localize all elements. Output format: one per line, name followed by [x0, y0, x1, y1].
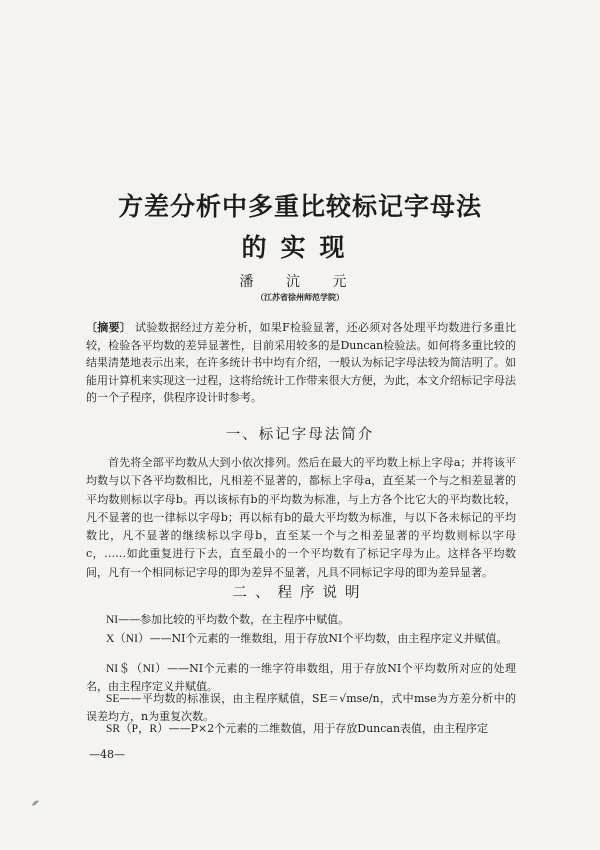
variable-definition: [86, 611, 516, 629]
variable-description: ——NI个元素的一维字符串数组，用于存放NI个平均数所对应的处理名，由主程序定义并赋值。: [86, 662, 516, 693]
scan-mark-icon: [30, 798, 42, 808]
variable-name: X（NI）: [106, 633, 150, 645]
author-affiliation: （江苏省徐州师范学院）: [256, 292, 344, 302]
variable-name: SR（P，R）: [106, 723, 169, 735]
variable-description: ——参加比较的平均数个数，在主程序中赋值。: [118, 613, 350, 626]
variable-description: ——P×2个元素的二维数值，用于存放Duncan表值，由主程序定: [168, 722, 489, 735]
variable-description: ——平均数的标准误，由主程序赋值，SE＝√mse/n，式中mse为方差分析中的误差均方，n为重复次数。: [86, 692, 516, 723]
variable-name: SE: [106, 693, 120, 705]
abstract-text: 试验数据经过方差分析，如果F检验显著，还必须对各处理平均数进行多重比较，检验各平均数的差异显著性，目前采用较多的是Duncan检验法。如何将多重比较的结果清楚地表示出来，在许多统计书中均有介绍，一般认为标记字母法较为简洁明了。如能用计算机来实现这一过程，这将给统计工作带来很大方便，为此，本文介绍标记字母法的一个子程序，供程序设计时参考。: [86, 321, 516, 404]
variable-name: NI: [106, 614, 119, 626]
paper-title-line-2: 的实现: [241, 233, 359, 262]
author-name: 潘 沆 元: [239, 274, 361, 290]
variable-definition: [86, 630, 516, 648]
paper-title-line-1: 方差分析中多重比较标记字母法: [117, 192, 482, 221]
page-number: —48—: [89, 748, 125, 761]
variable-name: NI＄（NI）: [106, 663, 168, 675]
section-1-heading: 一、标记字母法简介: [225, 427, 375, 443]
abstract: [86, 319, 516, 407]
variable-definition: [86, 720, 516, 738]
section-1-paragraph: 首先将全部平均数从大到小依次排列。然后在最大的平均数上标上字母a；并将该平均数与以下各平均数相比，凡相差不显著的，都标上字母a，直至某一个与之相差显著的平均数则标以字母b。再以该标有b的平均数为标准，与上方各个比它大的平均数比较，凡不显著的也一律标以字母b；再以标有b的最大平均数为标准，与以下各未标记的平均数比，凡不显著的继续标以字母b，直至某一个与之相差显著的平均数则标以字母c，……如此重复进行下去，直至最小的一个平均数有了标记字母为止。这样各平均数间，凡有一个相同标记字母的即为差异不显著，凡具不同标记字母的即为差异显著。: [86, 456, 516, 579]
variable-description: ——NI个元素的一维数组，用于存放NI个平均数，由主程序定义并赋值。: [149, 632, 508, 645]
abstract-label: 〔摘要〕: [86, 321, 132, 334]
section-2-heading: 二、程序说明: [232, 585, 368, 601]
